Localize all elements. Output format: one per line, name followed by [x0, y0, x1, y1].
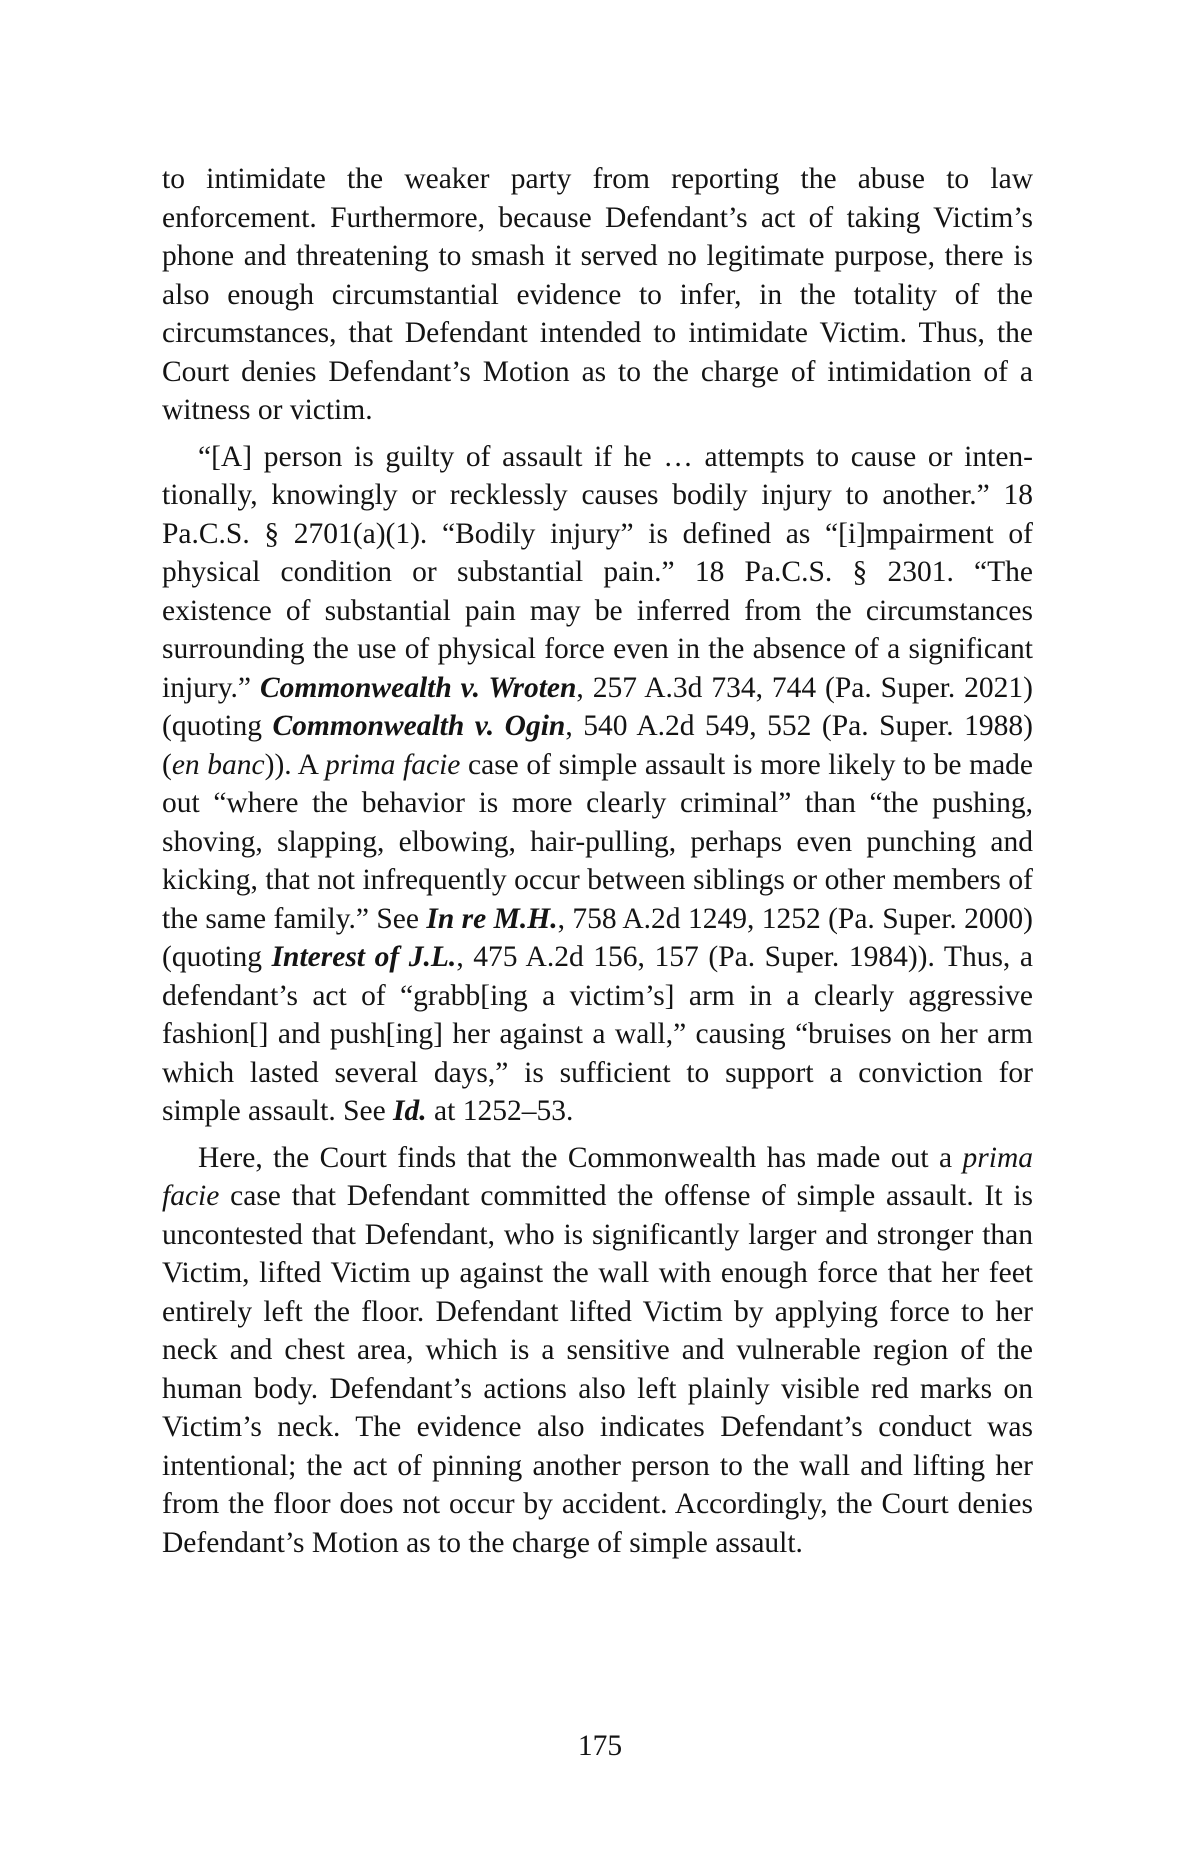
- paragraph-text: case that Defendant committed the offense of simple assault. It is uncontested that Defendant, who is significantly larger and stronger than Victim, lifted Victim up against the wall with enough force that her feet entirely left the floor. Defendant lifted Victim by applying force to her neck and chest area, which is a sensitive and vulnerable region of the human body. Defendant’s actions also left plainly visible red marks on Victim’s neck. The evidence also indicates Defendant’s conduct was intentional; the act of pinning another person to the wall and lifting her from the floor does not occur by accident. Accordingly, the Court denies Defendant’s Motion as to the charge of simple assault.: [162, 1180, 1033, 1559]
- paragraph-text: )). A: [264, 748, 325, 781]
- italic-term-prima-facie: prima facie: [162, 1141, 1033, 1212]
- case-citation-id: Id.: [393, 1095, 427, 1127]
- paragraph-text: , 758 A.2d 1249, 1252 (Pa. Super. 2000) (quoting: [162, 902, 1033, 973]
- italic-term-prima-facie: prima facie: [324, 748, 461, 781]
- paragraph-assault-finding: [162, 1139, 1033, 1563]
- case-citation-ogin: Commonwealth v. Ogin: [272, 710, 566, 742]
- paragraph-text: to intimidate the weaker party from reporting the abuse to law enforcement. Furthermore, because Defendant’s act of taking Victim’s phone and threatening to smash it served no legitimate purpose, there is also enough circumstantial evidence to infer, in the totality of the circumstances, that Defendant intended to intimidate Victim. Thus, the Court denies Defendant’s Motion as to the charge of intimidation of a witness or victim.: [162, 163, 1033, 426]
- case-citation-in-re-mh: In re M.H.: [426, 902, 558, 935]
- paragraph-intimidation-conclusion: [162, 160, 1033, 430]
- paragraph-text: case of simple assault is more likely to be made out “where the behavior is more clearly criminal” than “the pushing, shoving, slapping, elbowing, hair-pulling, perhaps even punching and kicking, that not infrequently occur between siblings or other members of the same family.” See: [162, 748, 1034, 935]
- case-citation-interest-of-jl: Interest of J.L.: [271, 941, 457, 973]
- paragraph-text: , 475 A.2d 156, 157 (Pa. Super. 1984)). Thus, a defendant’s act of “grabb[ing a victim’s] arm in a clearly aggressive fashion[] and push[ing] her against a wall,” causing “bruises on her arm which lasted several days,” is sufficient to support a conviction for simple assault. See: [162, 941, 1034, 1127]
- italic-term-en-banc: en banc: [171, 748, 265, 781]
- paragraph-text: , 257 A.3d 734, 744 (Pa. Super. 2021) (quoting: [162, 671, 1033, 742]
- paragraph-assault-law: [162, 438, 1033, 1131]
- paragraph-text: , 540 A.2d 549, 552 (Pa. Super. 1988) (: [162, 710, 1034, 781]
- page-body: [162, 160, 1033, 1562]
- page-number: 175: [577, 1730, 623, 1762]
- paragraph-text: Here, the Court finds that the Commonwealth has made out a: [198, 1141, 963, 1174]
- case-citation-wroten: Commonwealth v. Wroten: [259, 671, 577, 704]
- paragraph-text: “[A] person is guilty of assault if he … attempts to cause or intentionally, knowingly or recklessly causes bodily injury to another.” 18 Pa.C.S. § 2701(a)(1). “Bodily injury” is defined as “[i]mpairment of physical condition or substantial pain.” 18 Pa.C.S. § 2301. “The existence of substantial pain may be inferred from the circumstances surrounding the use of physical force even in the absence of a significant injury.”: [162, 440, 1033, 704]
- paragraph-text: at 1252–53.: [426, 1095, 574, 1127]
